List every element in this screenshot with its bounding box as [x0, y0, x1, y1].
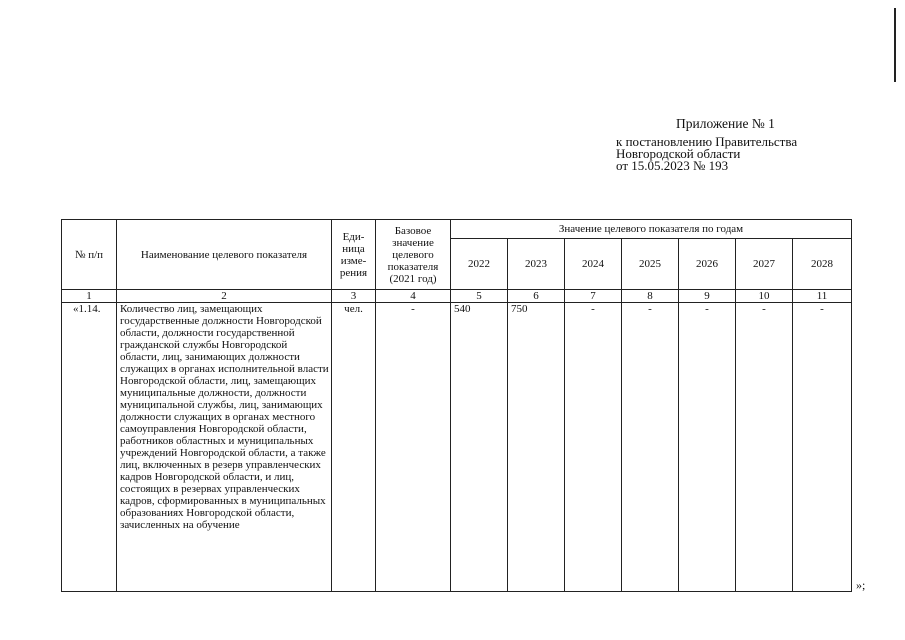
header-year: 2028 — [793, 239, 852, 290]
appendix-line-1: к постановлению Правительства — [616, 134, 798, 149]
row-value-2028: - — [793, 303, 852, 592]
column-number: 9 — [679, 290, 736, 303]
scan-edge-line — [894, 8, 896, 82]
header-year: 2022 — [451, 239, 508, 290]
header-num: № п/п — [62, 220, 117, 290]
column-number: 10 — [736, 290, 793, 303]
appendix-title: Приложение № 1 — [676, 116, 775, 131]
header-year: 2024 — [565, 239, 622, 290]
header-year: 2027 — [736, 239, 793, 290]
column-number-row — [62, 290, 852, 303]
row-unit: чел. — [332, 303, 376, 592]
row-base-value: - — [376, 303, 451, 592]
column-number: 7 — [565, 290, 622, 303]
row-indicator-name: Количество лиц, замещающих государственные должности Новгородской области, должности государственной гражданской службы Новгородской области, лиц, занимающих должности служащих в органах исполнительной власти Новгородской области, лиц, замещающих муниципальные должности, должности муниципальной службы, лиц, занимающих должности служащих в органах местного самоуправления Новгородской области, работников областных и муниципальных учреждений Новгородской области, а также лиц, включенных в резерв управленческих кадров Новгородской области, и лиц, состоящих в резервах управленческих кадров, сформированных в муниципальных образованиях Новгородской области, зачисленных на обучение — [117, 303, 332, 592]
row-value-2024: - — [565, 303, 622, 592]
header-year: 2025 — [622, 239, 679, 290]
header-unit: Еди-ница изме-рения — [332, 220, 376, 290]
column-number: 8 — [622, 290, 679, 303]
column-number: 5 — [451, 290, 508, 303]
row-value-2022: 540 — [451, 303, 508, 592]
column-number: 11 — [793, 290, 852, 303]
header-name: Наименование целевого показателя — [117, 220, 332, 290]
row-value-2025: - — [622, 303, 679, 592]
appendix-line-3: от 15.05.2023 № 193 — [616, 158, 729, 173]
header-year: 2023 — [508, 239, 565, 290]
column-number: 1 — [62, 290, 117, 303]
table-row — [62, 303, 852, 592]
row-index: «1.14. — [62, 303, 117, 592]
column-number: 2 — [117, 290, 332, 303]
appendix-line-2: Новгородской области — [616, 146, 741, 161]
column-number: 3 — [332, 290, 376, 303]
row-value-2023: 750 — [508, 303, 565, 592]
appendix-header — [616, 118, 876, 172]
column-number: 6 — [508, 290, 565, 303]
row-value-2027: - — [736, 303, 793, 592]
closing-quote: »; — [856, 578, 866, 592]
header-base: Базовое значение целевого показателя (2021 год) — [376, 220, 451, 290]
column-number: 4 — [376, 290, 451, 303]
header-year: 2026 — [679, 239, 736, 290]
indicator-table — [61, 219, 852, 592]
row-value-2026: - — [679, 303, 736, 592]
header-years-group: Значение целевого показателя по годам — [451, 220, 852, 239]
